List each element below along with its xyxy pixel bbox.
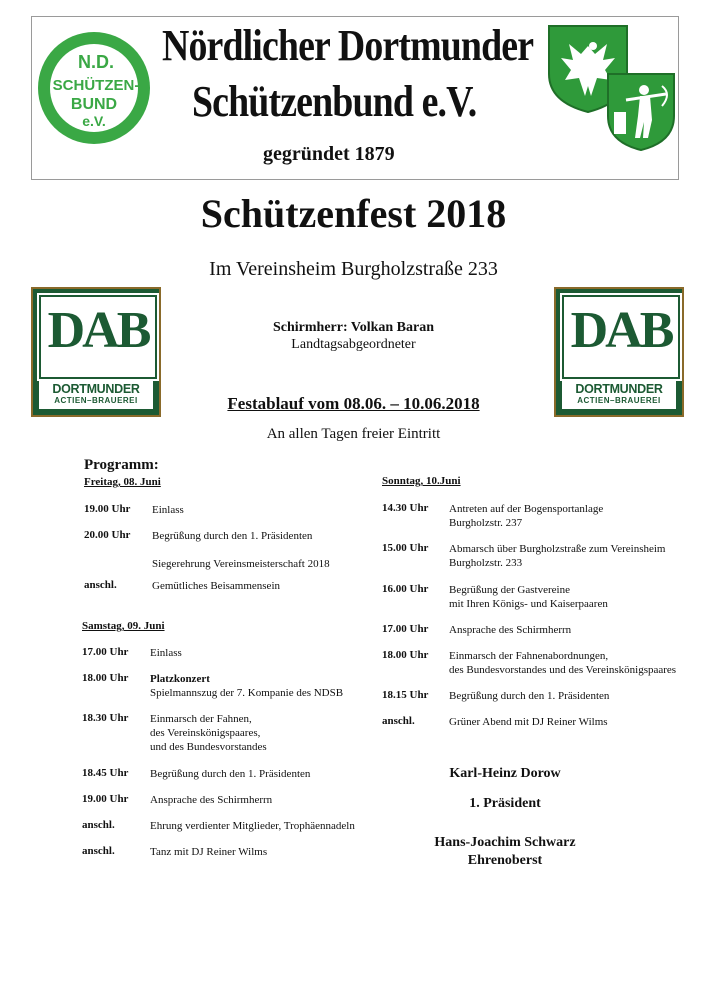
program-label: Programm: (84, 457, 159, 473)
event-line: Burgholzstr. 237 (449, 517, 523, 529)
dab-subtitle: ACTIEN–BRAUEREI (54, 396, 138, 405)
time-label: 20.00 Uhr (84, 529, 131, 541)
president-name: Karl-Heinz Dorow (449, 766, 561, 781)
dab-monogram: DAB (570, 302, 672, 359)
day-title-friday: Freitag, 08. Juni (84, 476, 161, 488)
event-line: Einlass (152, 504, 184, 516)
event-line: mit Ihren Königs- und Kaiserpaaren (449, 598, 608, 610)
dab-name: DORTMUNDER (52, 382, 140, 396)
club-title-line-2: Schützenbund e.V. (192, 77, 477, 126)
club-title-line-1: Nördlicher Dortmunder (162, 21, 534, 70)
event-line: Begrüßung durch den 1. Präsidenten (150, 768, 311, 780)
day-title-saturday: Samstag, 09. Juni (82, 620, 165, 632)
event-line: Einlass (150, 647, 182, 659)
time-label: anschl. (382, 715, 415, 727)
archer-shield-icon (606, 72, 676, 152)
event-line: Burgholzstr. 233 (449, 557, 523, 569)
svg-text:SCHÜTZEN-: SCHÜTZEN- (52, 77, 140, 94)
patron-role: Landtagsabgeordneter (291, 337, 416, 352)
event-line: Einmarsch der Fahnen, (150, 713, 252, 725)
time-label: anschl. (82, 819, 115, 831)
free-entry-note: An allen Tagen freier Eintritt (266, 426, 441, 442)
time-label: 18.00 Uhr (82, 672, 129, 684)
time-label: anschl. (84, 579, 117, 591)
time-label: 14.30 Uhr (382, 502, 429, 514)
dab-name: DORTMUNDER (575, 382, 663, 396)
patron: Schirmherr: Volkan Baran (272, 320, 434, 335)
event-line: des Bundesvorstandes und des Vereinskönigspaares (449, 664, 677, 676)
founded-year: gegründet 1879 (263, 143, 395, 165)
dab-subtitle: ACTIEN–BRAUEREI (577, 396, 661, 405)
event-line: Ansprache des Schirmherrn (150, 794, 273, 806)
event-line: Spielmannszug der 7. Kompanie des NDSB (150, 687, 344, 699)
time-label: 18.15 Uhr (382, 689, 429, 701)
svg-text:BUND: BUND (70, 96, 118, 113)
time-label: 19.00 Uhr (82, 793, 129, 805)
event-line: Gemütliches Beisammensein (152, 580, 280, 592)
event-line: Abmarsch über Burgholzstraße zum Vereinsheim (449, 543, 666, 555)
event-line: Tanz mit DJ Reiner Wilms (150, 846, 268, 858)
colonel-name: Hans-Joachim Schwarz (434, 835, 576, 850)
time-label: 18.30 Uhr (82, 712, 129, 724)
time-label: 16.00 Uhr (382, 583, 429, 595)
day-title-sunday: Sonntag, 10.Juni (382, 475, 461, 487)
event-line: Begrüßung durch den 1. Präsidenten (449, 690, 610, 702)
dab-monogram: DAB (47, 302, 149, 359)
time-label: 18.45 Uhr (82, 767, 129, 779)
time-label: 18.00 Uhr (382, 649, 429, 661)
time-label: 17.00 Uhr (82, 646, 129, 658)
time-label: 19.00 Uhr (84, 503, 131, 515)
event-line: Platzkonzert (150, 673, 210, 685)
event-line: Einmarsch der Fahnenabordnungen, (449, 650, 609, 662)
time-label: 17.00 Uhr (382, 623, 429, 635)
svg-text:e.V.: e.V. (82, 113, 106, 129)
event-line: und des Bundesvorstandes (150, 741, 267, 753)
event-line: des Vereinskönigspaares, (150, 727, 261, 739)
event-line: Begrüßung der Gastvereine (449, 584, 570, 596)
colonel-title: Ehrenoberst (467, 853, 543, 868)
president-title: 1. Präsident (469, 796, 541, 811)
svg-text:N.D.: N.D. (78, 52, 114, 72)
time-label: anschl. (82, 845, 115, 857)
event-line: Grüner Abend mit DJ Reiner Wilms (449, 716, 608, 728)
event-venue: Im Vereinsheim Burgholzstraße 233 (209, 258, 498, 280)
event-title: Schützenfest 2018 (200, 191, 507, 236)
time-label: 15.00 Uhr (382, 542, 429, 554)
ndsb-club-logo (36, 30, 152, 146)
event-line: Ansprache des Schirmherrn (449, 624, 572, 636)
event-line: Siegerehrung Vereinsmeisterschaft 2018 (152, 558, 330, 570)
event-line: Antreten auf der Bogensportanlage (449, 503, 604, 515)
event-line: Ehrung verdienter Mitglieder, Trophäennadeln (150, 820, 355, 832)
schedule-heading: Festablauf vom 08.06. – 10.06.2018 (227, 394, 480, 413)
event-line: Begrüßung durch den 1. Präsidenten (152, 530, 313, 542)
